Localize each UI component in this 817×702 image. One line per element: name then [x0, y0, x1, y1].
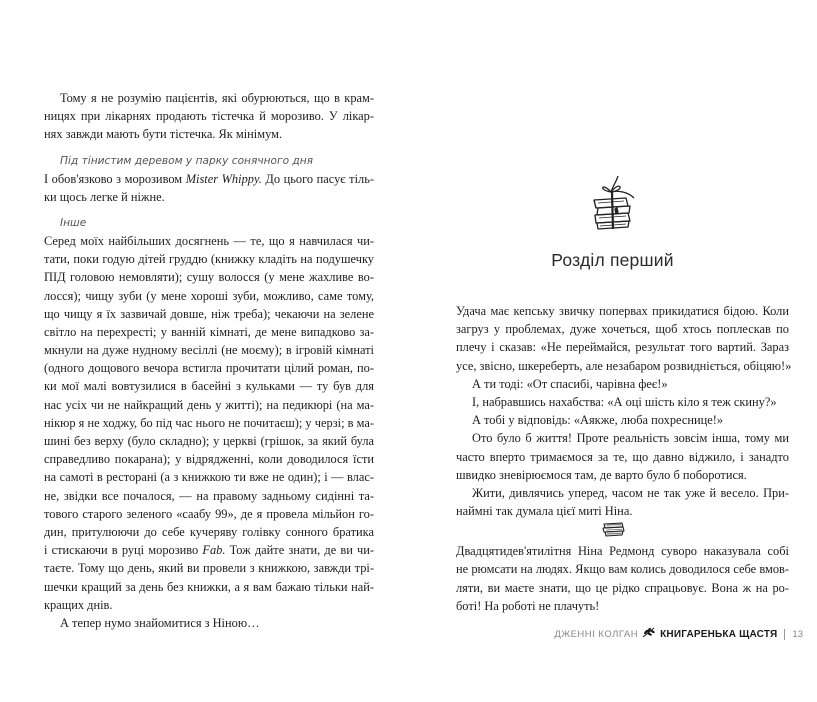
- brand-name: Mister Whippy.: [185, 171, 262, 186]
- paragraph: [456, 484, 789, 520]
- text-line: нях завжди мають бути тістечка. Як мінімум.: [44, 127, 283, 142]
- book-stack-with-bow-icon: [584, 168, 644, 234]
- text-line: шечки кращий за день без книжки, а я вам бажаю тільки най-: [44, 579, 374, 594]
- text-line: на самоті в ресторані (а з книжкою ти вже не один); і — влас-: [44, 470, 374, 485]
- text-line: мкнули на дуже нудному весіллі (не моєму); в ігровій кімнаті: [44, 343, 374, 358]
- text-line: нікюр я не ходжу, бо під час нього не почитаєш); у черзі; в ма-: [44, 415, 374, 430]
- text-line: загруз у проблемах, дуже хочеться, щоб хтось поплескав по: [456, 322, 789, 337]
- right-text-column: [456, 302, 792, 615]
- text-line: І обов'язково з морозивом Mister Whippy. До цього пасує тіль-: [44, 171, 374, 186]
- text-line: ки мої малі вовтузилися в басейні з кульками — ту був для: [44, 379, 374, 394]
- text-line: ницях при лікарнях продають тістечка й морозиво. У лікар-: [44, 109, 374, 124]
- text-line: таєте. Тому що день, який ви провели з книжкою, завжди трі-: [44, 561, 374, 576]
- text-line: Серед моїх найбільших досягнень — те, що я навчилася чи-: [44, 233, 374, 248]
- brand-name: Fab.: [202, 543, 226, 558]
- paragraph: [456, 429, 789, 484]
- text-line: ПІД головою немовляти); сушу волосся (у мене жахливе во-: [44, 270, 374, 285]
- text-line: шині без верху (було складно); у церкві (грішок, за який була: [44, 434, 374, 448]
- text-line: тового старого зеленого «саабу 99», де я провела мільйон го-: [44, 506, 374, 521]
- book-stack-ornament-icon: [456, 520, 789, 542]
- running-footer: [554, 626, 803, 642]
- text-line: Ото було б життя! Проте реальність зовсім інша, тому ми: [472, 431, 789, 446]
- text-line: боті! На роботі не плачуть!: [456, 598, 600, 613]
- left-page: [0, 0, 408, 702]
- text-line: нас усіх чи не найкращий день у житті); на педикюрі (на ма-: [44, 397, 374, 412]
- text-line: І, набравшись нахабства: «А оці шість кіло я теж скину?»: [472, 394, 777, 409]
- page-number: 13: [792, 628, 803, 640]
- text-line: Жити, дивлячись уперед, часом не так уже й весело. При-: [472, 485, 789, 500]
- text-line: А ти тоді: «От спасибі, чарівна феє!»: [472, 376, 668, 391]
- text-line: А тепер нумо знайомитися з Ніною…: [60, 615, 260, 630]
- text-line: Тому я не розумію пацієнтів, які обурюються, що в крам-: [60, 91, 374, 105]
- section-subheading: Інше: [60, 216, 87, 229]
- leaf-sprig-icon: [642, 625, 656, 643]
- section-subheading: Під тінистим деревом у парку сонячного дня: [60, 154, 314, 167]
- text-line: ляти, ви маєте знати, що це рідко спрацьовує. Вона ж на ро-: [456, 580, 789, 595]
- text-line: А тобі у відповідь: «Аякже, люба похреснице!»: [472, 413, 724, 428]
- left-text-column: [44, 89, 374, 632]
- text-line: справедливо покарана); у відрядженні, коли доводилося їсти: [44, 452, 374, 467]
- paragraph: [456, 542, 789, 615]
- text-line: тати, поки годую дітей груддю (книжку кладіть на подушечку: [44, 252, 374, 267]
- text-line: дин, притулюючи до себе кучеряву голівку сонного братика: [44, 524, 374, 539]
- footer-book-title: КНИГАРЕНЬКА ЩАСТЯ: [660, 628, 778, 640]
- right-page: [408, 0, 817, 702]
- text-line: часто вперто тримаємося за те, що давно віджило, і занадто: [456, 449, 789, 464]
- chapter-title: Розділ перший: [551, 250, 674, 270]
- text-line: не, звідки все почалося, — на правому задньому сидінні та-: [44, 488, 374, 503]
- text-line: світло на перехресті; у ванній кімнаті, де мене випадково за-: [44, 324, 374, 339]
- text-line: усе, звісно, шкереберть, але незабаром розвидніється, обіцяю!»: [456, 358, 792, 373]
- text-line: кращих днів.: [44, 597, 113, 612]
- text-line: не рюмсати на людях. Якщо вам колись доводилося себе вмов-: [456, 562, 789, 577]
- text-line: Удача має кепську звичку попервах прикидатися бідою. Коли: [456, 304, 789, 318]
- text-line: лосся); чищу зуби (у мене хороші зуби, можливо, саме тому,: [44, 288, 374, 303]
- footer-author: ДЖЕННІ КОЛГАН: [554, 628, 639, 640]
- text-line: і стискаючи в руці морозиво Fab. Тож дайте знати, де ви чи-: [44, 543, 374, 558]
- text-line: Двадцятидев'ятилітня Ніна Редмонд суворо наказувала собі: [456, 544, 789, 559]
- footer-divider: [784, 629, 785, 640]
- paragraph: [44, 89, 374, 144]
- paragraph: [44, 232, 374, 614]
- text-line: що чищу я їх зазвичай довше, ніж треба); чекаючи на зелене: [44, 306, 374, 321]
- text-line: плечу і сказав: «Не переймайся, результат того вартий. Зараз: [456, 340, 789, 355]
- text-line: наймні так думала цієї миті Ніна.: [456, 504, 633, 519]
- text-line: ки щось легке й ніжне.: [44, 189, 165, 204]
- paragraph: [456, 302, 792, 375]
- text-line: (одного дощового вечора встигла прочитати цілий роман, по-: [44, 361, 374, 376]
- text-line: швидко зневірюємося там, де варто було б поборотися.: [456, 467, 747, 482]
